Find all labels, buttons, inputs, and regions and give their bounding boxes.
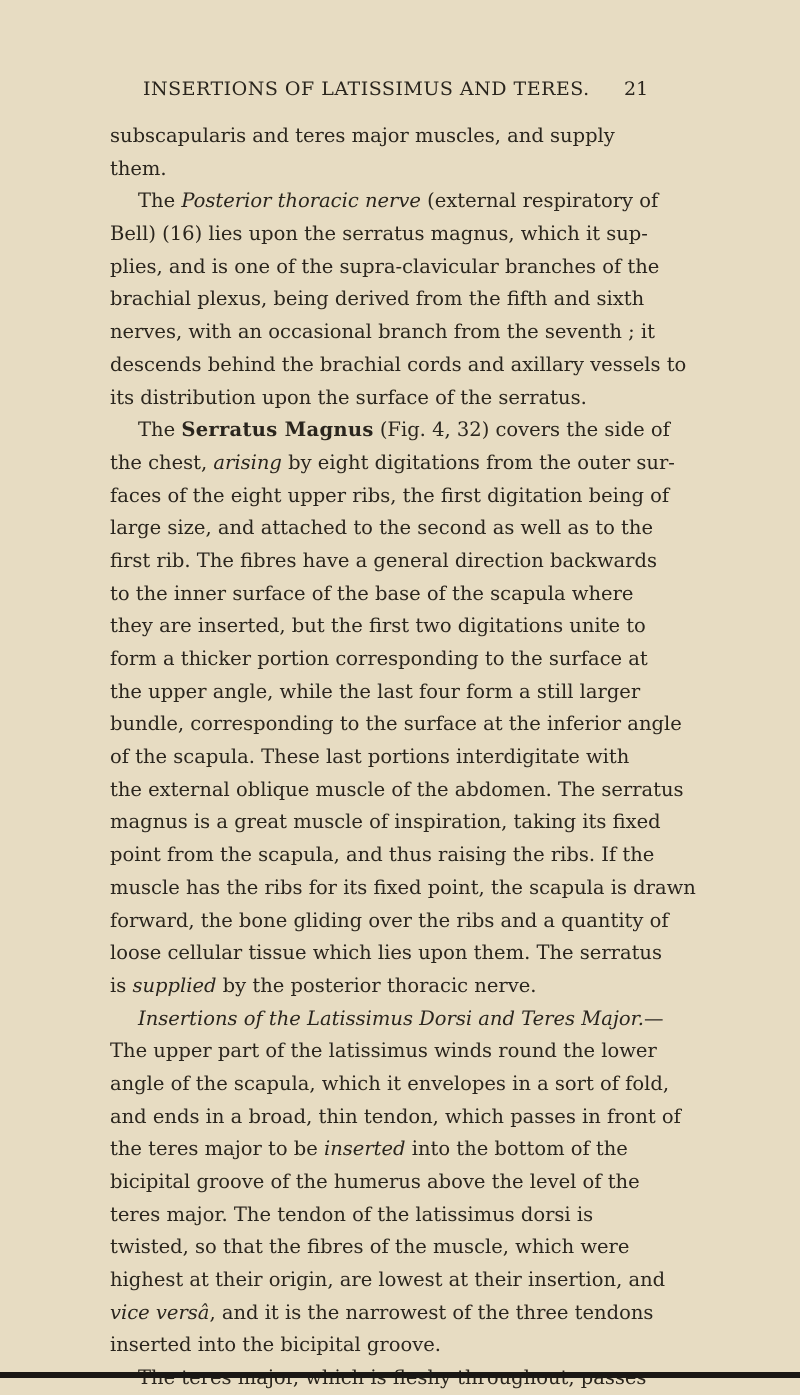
- text-line: vice versâ, and it is the narrowest of the three tendons: [110, 1300, 654, 1324]
- text-line: descends behind the brachial cords and axillary vessels to: [110, 352, 687, 376]
- text-line: them.: [110, 156, 167, 180]
- text-line: the chest, arising by eight digitations from the outer sur-: [110, 450, 675, 474]
- term-supplied: supplied: [132, 973, 217, 997]
- text-line: forward, the bone gliding over the ribs and a quantity of: [110, 908, 669, 932]
- text-line: subscapularis and teres major muscles, and supply: [110, 124, 615, 147]
- text-line: bicipital groove of the humerus above the level of the: [110, 1170, 640, 1193]
- text-line: plies, and is one of the supra-clavicular branches of the: [110, 254, 660, 278]
- text-line: The upper part of the latissimus winds round the lower: [110, 1039, 657, 1063]
- text-line: twisted, so that the fibres of the muscle, which were: [110, 1235, 630, 1259]
- text-line: is supplied by the posterior thoracic nerve.: [110, 973, 537, 997]
- bottom-edge-rule: [0, 1372, 800, 1378]
- text-line: nerves, with an occasional branch from the seventh ; it: [110, 320, 655, 344]
- text-line: The Posterior thoracic nerve (external respiratory of: [138, 189, 659, 213]
- text-line: brachial plexus, being derived from the fifth and sixth: [110, 287, 645, 311]
- term-arising: arising: [213, 450, 282, 474]
- text-line: teres major. The tendon of the latissimus dorsi is: [110, 1202, 594, 1226]
- text-line: the upper angle, while the last four form a still larger: [110, 679, 641, 703]
- text-line: bundle, corresponding to the surface at the inferior angle: [110, 712, 682, 736]
- text-line: its distribution upon the surface of the serratus.: [110, 385, 587, 409]
- text-line: Bell) (16) lies upon the serratus magnus, which it sup-: [110, 222, 648, 246]
- text-line: [110, 1362, 656, 1395]
- text-line: of the scapula. These last portions interdigitate with: [110, 745, 630, 769]
- text-line: faces of the eight upper ribs, the first digitation being of: [110, 483, 670, 507]
- text-line: loose cellular tissue which lies upon them. The serratus: [110, 941, 662, 965]
- text-line: the external oblique muscle of the abdomen. The serratus: [110, 777, 684, 801]
- text-line: Insertions of the Latissimus Dorsi and Teres Major.—: [138, 1006, 664, 1030]
- text-line: muscle has the ribs for its fixed point, the scapula is drawn: [110, 875, 696, 899]
- text-line: highest at their origin, are lowest at their insertion, and: [110, 1268, 666, 1292]
- text-line: point from the scapula, and thus raising the ribs. If the: [110, 843, 655, 867]
- text-line: large size, and attached to the second as well as to the: [110, 516, 653, 540]
- heading-serratus-magnus: Serratus Magnus: [181, 418, 374, 442]
- text-line: they are inserted, but the first two digitations unite to: [110, 614, 646, 638]
- term-posterior-thoracic-nerve: Posterior thoracic nerve: [181, 189, 421, 213]
- text-line: to the inner surface of the base of the scapula where: [110, 581, 634, 605]
- text-line: inserted into the bicipital groove.: [110, 1333, 441, 1357]
- section-heading-insertions: Insertions of the Latissimus Dorsi and Teres Major.: [138, 1006, 645, 1030]
- running-head: INSERTIONS OF LATISSIMUS AND TERES.: [143, 78, 590, 100]
- text-line: and ends in a broad, thin tendon, which passes in front of: [110, 1104, 681, 1128]
- term-vice-versa: vice versâ: [110, 1300, 210, 1324]
- text-line: angle of the scapula, which it envelopes in a sort of fold,: [110, 1071, 670, 1095]
- text-line: the teres major to be inserted into the bottom of the: [110, 1137, 628, 1161]
- body-text: [110, 120, 696, 1395]
- term-inserted: inserted: [324, 1137, 406, 1161]
- text-line: form a thicker portion corresponding to the surface at: [110, 647, 648, 670]
- text-line: The Serratus Magnus (Fig. 4, 32) covers the side of: [138, 418, 670, 442]
- page-number: 21: [624, 78, 649, 100]
- text-line: first rib. The fibres have a general direction backwards: [110, 548, 657, 572]
- text-line: magnus is a great muscle of inspiration, taking its fixed: [110, 810, 661, 834]
